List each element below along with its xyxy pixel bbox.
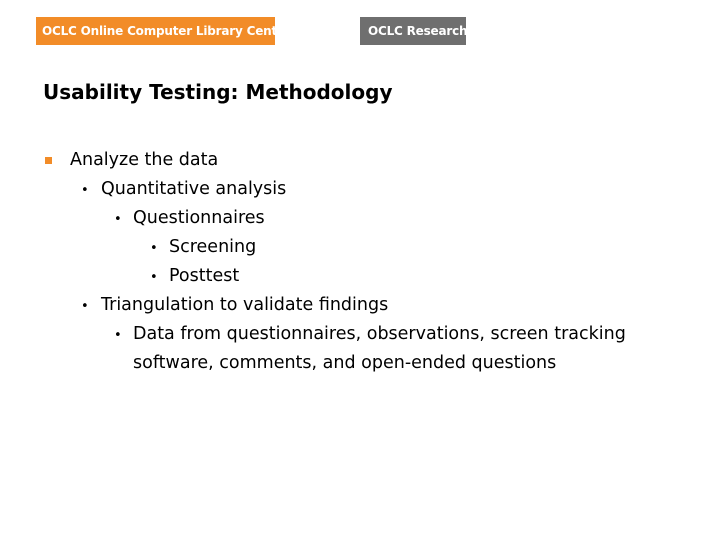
oclc-research-logo [360,17,466,45]
bullet-posttest [0,262,720,291]
bullet-text: Quantitative analysis [101,179,287,199]
slide-title: Usability Testing: Methodology [43,80,393,104]
bullet-text: Questionnaires [133,208,265,228]
bullet-text: Posttest [169,266,240,286]
bullet-text: Data from questionnaires, observations, screen tracking software, comments, and open-ended questions [133,324,626,373]
bullet-text: Screening [169,237,257,257]
bullet-list [0,146,720,407]
bullet-screening [0,233,720,262]
dot-bullet-icon: • [81,299,89,314]
square-bullet-icon [45,157,52,164]
dot-bullet-icon: • [114,212,122,227]
bullet-questionnaires [0,204,720,233]
dot-bullet-icon: • [150,241,158,256]
oclc-logo-text: OCLC Online Computer Library Center [42,24,291,38]
dot-bullet-icon: • [150,270,158,285]
bullet-analyze-data [0,146,720,175]
oclc-logo [36,17,291,45]
bullet-quantitative-analysis [0,175,720,204]
bullet-triangulation [0,291,720,320]
oclc-research-logo-text: OCLC Research [368,24,468,38]
bullet-text: Triangulation to validate findings [101,295,389,315]
bullet-data-sources [0,320,720,407]
dot-bullet-icon: • [81,183,89,198]
bullet-text: Analyze the data [70,150,219,170]
dot-bullet-icon: • [114,328,122,343]
